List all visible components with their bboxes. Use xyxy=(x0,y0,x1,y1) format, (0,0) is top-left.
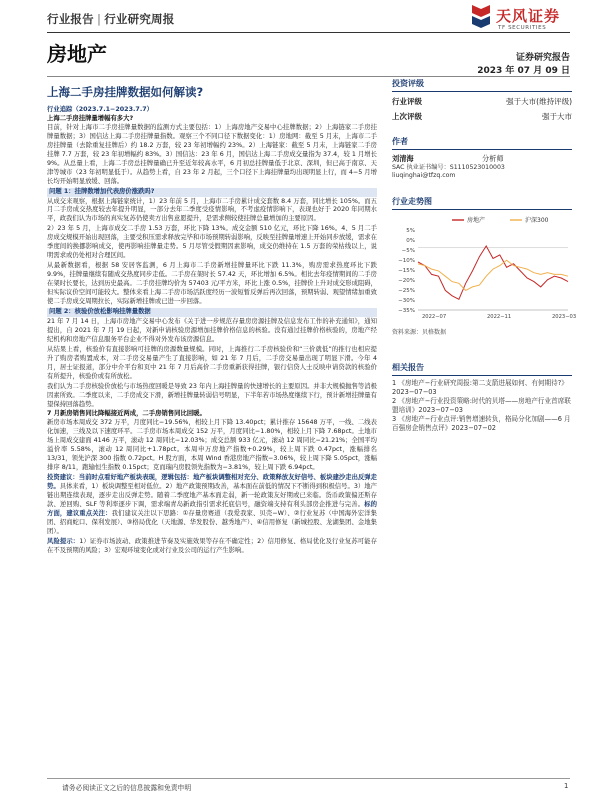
related-report-item[interactable]: 1 《房地产−行业研究周报:第二支箭进展如何、有何期待?》 2023−07−03 xyxy=(392,379,568,396)
author-heading: 作者 xyxy=(392,136,572,150)
sidebar xyxy=(392,78,577,433)
author-role: 分析师 xyxy=(482,154,504,163)
author-row xyxy=(392,154,572,164)
main-content xyxy=(47,84,377,557)
previous-rating-label: 上次评级 xyxy=(392,112,422,121)
y-tick-label: −5% xyxy=(401,248,415,254)
industry-rating-row xyxy=(392,96,572,107)
related-report-item[interactable]: 2 《房地产−行业投资策略:时代的贝塔——房地产行业首席联盟培训》2023−07−03 xyxy=(392,397,571,414)
rating-heading: 投资评级 xyxy=(392,78,572,92)
x-tick-label: 2022−11 xyxy=(487,314,512,320)
related-reports-heading: 相关报告 xyxy=(392,362,572,376)
report-subcategory: 行业研究周报 xyxy=(104,12,175,26)
section-heading-2: 问题 2：核验价放松影响挂牌量数据 xyxy=(47,308,377,317)
target-label: 标的方面，建议重点关注： xyxy=(47,500,377,517)
report-type: 证券研究报告 xyxy=(515,53,570,63)
brand-name-en: TF SECURITIES xyxy=(498,25,547,31)
paragraph-data-sources: 目前，针对上海市二手房挂牌量数据的监测方式主要包括：1）上海房地产交易中心挂牌数据；2）上海链家二手房挂牌量数据；3）国信达上海二手房挂牌量指数。观察三个不同口径下数据变化：1）房地网：截至 5 月末，上海市二手房挂牌量（去除重复挂牌后）约 18.2 万套，较 23 年初增幅约 23%。2）上海链家：截至 5 月末，上海链家二手房挂牌 7.7 万套，较 23 年初增幅约 83%。3）国信达：23 年 6 月，国信达上海二手房成交量指为 37.4，较 1 月增长 9%。从总量上看，上海二手房总挂牌量确已升至近年较高水平，6 月初总挂牌量低于北京、深圳，但已高于南京、天津等城市（23 年初明显低于）。从趋势上看，自 23 年 2 月起，三个口径下上海挂牌量均出现明显上行，而 4−5 月增长均开始明显放缓、回落。 xyxy=(47,123,377,185)
document-title: 上海二手房挂牌数据如何解读? xyxy=(47,85,204,99)
y-tick-label: −30% xyxy=(398,298,415,304)
header-divider xyxy=(47,32,570,33)
paragraph-conclusion: 我们认为二手房核验价放松与市场热度回暖是导致 23 年内上海挂牌量的快速增长的主要原因。并非大规模抛售等消极因素所致。二季度以来，二手房成交下滑，新增挂牌量转弱信号明显，下半年若市场热度继续下行，预计新增挂牌量有望保持回落趋势。 xyxy=(47,382,377,408)
x-tick-label: 2023−03 xyxy=(552,314,577,320)
paragraph-transactions: 从成交来观察，根据上海链家统计，1）23 年前 5 月，上海市二手房累计成交套数 8.4 万套，同比增长 105%。而五月二手房成交热度较去年提升明显，一部分去年二季度受疫情影响，不考虑疫情影响下，表现也好于 2020 年同期水平，政我们认为市场的真实复苏仍使卖方出售意愿提升，是需求侧较使挂牌总量增加的主要原因。 xyxy=(47,197,377,223)
x-tick-label: 2022−07 xyxy=(422,314,447,320)
footer-divider xyxy=(47,778,570,779)
investment-advice-label: 投资建议：当前时点看好地产板块表现，逻辑包括：地产板块调整相对充分、政策释放友好信号、板块建沙走出反弹走势。 xyxy=(47,474,377,491)
paragraph-investment xyxy=(47,474,377,537)
chart-source: 资料来源：贝格数据 xyxy=(392,329,447,336)
report-body xyxy=(47,106,377,556)
paragraph-risk xyxy=(47,538,377,556)
author-name: 刘清海 xyxy=(392,154,414,163)
paragraph-policy: 21 年 7 月 14 日，上海市房地产交易中心发布《关于进一步规范存量房房源挂牌及信息发布工作的补充通知》，通知提出，自 2021 年 7 月 19 日起，对新申请核验房源增加挂牌价格信息的核验。没有通过挂牌价格核验的，房地产经纪机构和房地产信息服务平台企业不得对外发布该房源信息。 xyxy=(47,317,377,343)
related-report-item[interactable]: 3 《房地产−行业点评:销售增速转负，格局分化加剧——6 月百强房企销售点评》2023−07−02 xyxy=(392,415,571,432)
footer-disclaimer: 请务必阅读正文之后的信息披露和免责申明 xyxy=(62,784,192,792)
previous-rating-row xyxy=(392,111,572,122)
y-tick-label: −20% xyxy=(398,278,415,284)
header-separator: | xyxy=(96,12,102,26)
series-line-csi300 xyxy=(418,260,568,290)
y-tick-label: −10% xyxy=(398,258,415,264)
risk-text: 1）证券市场波动、政策推进节奏及实施效果等存在不确定性；2）信用修复、格局优化及行业复苏可能存在不及预期的风险；3）宏观环境变化或对行业及公司的运行产生影响。 xyxy=(47,537,377,554)
y-tick-label: −35% xyxy=(398,308,415,314)
paragraph-may-volume: 2）23 年 5 月，上海市成交二手房 1.53 万套，环比下降 13%。成交金额 510 亿元，环比下降 16%。4、5 月二手房成交规模开始出现回落，主要受积压需求释放完毕和市场预期转弱影响，反映至挂牌量增速上开始同步放缓，需求在季度间的换挪影响成交，使再影响挂牌量走势。5 月尽管受假期因素影响，成交仍维持在 1.5 万套的荣枯线以上，说明需求或仍处相对合理区间。 xyxy=(47,225,377,260)
tf-logo-icon xyxy=(470,3,492,29)
previous-rating-value: 强于大市 xyxy=(542,112,572,121)
y-tick-label: −15% xyxy=(398,268,415,274)
report-date: 2023 年 07 月 09 日 xyxy=(477,66,570,76)
y-tick-label: 0% xyxy=(406,238,415,244)
question-heading: 上海二手房挂牌量增幅有多大? xyxy=(47,114,134,122)
industry-trend-chart xyxy=(392,214,577,326)
target-text: 我们建议关注以下思路：①存量房赛道（我爱我家、贝壳−W）、②行业复苏（中国海外宏洋集团、招商蛇口、保利发展）、③格局优化（天地源、华发股份、越秀地产）、④信用修复（新城控股、龙湖集团、金地集团）。 xyxy=(47,509,377,535)
investment-advice-text: 具体来看，1）板块调整至相对低位。2）地产政策预期改善，基本面在前低的情况下不断得到积极信号。3）地产链出期连续表现，逐步走出反弹走势。随着二季度地产基本面走弱，新一轮政策友好期或已来临。货币政策偏还斯存款、逆回购、SLF 等利率逐步下调，需求端青岛新政指引需求托底信号，融资端支持有利头部房企推进与完善。 xyxy=(47,483,377,508)
paragraph-latest-data: 从最新数据看，根据 58 安居客监测，6 月上海市二手房新增挂牌量环比下跌 11.3%，购房需求热度环比下跌 9.9%，挂牌量继续有随成交热度同步走低。二手房在架时长 57.42 天，环比增加 6.5%。相比去年疫情期间的二手房在架时长要长，达到历史最高。二手房挂牌均价为 57403 元/平方米，环比上涨 0.5%，挂牌价上升对成交形成阻碍，但实际议价空间可能较大。整体来看上海二手房市场活跃度经历一波短暂反弹后再次回落，预期转弱、观望情绪加重致使二手房成交周期拉长，实际新增挂牌或已进一步回落。 xyxy=(47,262,377,306)
risk-label: 风险提示： xyxy=(47,537,80,545)
sector-title: 房地产 xyxy=(47,42,107,66)
industry-rating-value: 强于大市(维持评级) xyxy=(506,97,572,106)
tracking-period: 行业追踪（2023.7.1−2023.7.7） xyxy=(47,106,153,113)
page-number: 1 xyxy=(564,782,569,790)
brand-name-cn: 天风证券 xyxy=(496,7,561,25)
paragraph-impact: 从结果上看，核验价有直接影响可挂牌的房源数量规模。同时，上海推行二手房核验价和“三价就低”的推行也相应提升了购房者购置成本，对二手房交易量产生了直接影响，如 21 年 7 月后，二手房交易量出现了明显下滑。今年 4 月，居士证报道，部分中介平台和页中 21 年 7 月后高价二手房重新获得挂牌，银行信贷人士反映申请贷款的核验价有所提升，核验价或有所放松。 xyxy=(47,345,377,380)
legend-label: 沪深300 xyxy=(525,217,549,224)
y-tick-label: 5% xyxy=(406,228,415,234)
industry-rating-label: 行业评级 xyxy=(392,97,422,106)
trend-chart-svg xyxy=(392,214,577,326)
section-heading-1: 问题 1：挂牌数增加代表房价涨跌吗? xyxy=(47,188,377,197)
y-tick-label: −25% xyxy=(398,288,415,294)
paragraph-market-data: 新房市场本周成交 372 万平，月度同比−19.56%，相较上月下降 13.40pct；累计推存 15648 万平，一线、二线表化加速，三线及以下速度环平。二手房市场本周成交 152 万平，月度同比−1.80%，相较上月下降 7.68pct。土地市场上周成交建面 4146 万平，滚动 12 周同比−12.03%；成交总额 933 亿元，滚动 12 周同比−21.21%；全国平均溢价率 5.58%，滚动 12 周同比+1.78pct。本周申万房地产指数+0.29%，较上周下跌 0.47pct，涨幅排名 13/31，领先沪深 300 指数 0.72pct。H 股方面，本周 Wind 香港房地产指数−3.06%，较上周下降 5.05pct，涨幅排序 8/11，跑输恒生指数 0.15pct；克而瑞内房股领先指数为−3.81%，较上周下跌 6.94pct。 xyxy=(47,419,377,472)
report-category-header xyxy=(47,11,174,27)
author-sac: SAC 执业证书编号：S1110523010003 xyxy=(392,164,505,171)
author-email[interactable]: liuqinghai@tfzq.com xyxy=(392,172,456,179)
related-reports-list xyxy=(392,379,572,433)
weekly-highlight: 7 月新房销售同比降幅接近两成，二手房销售同比回暖。 xyxy=(47,410,206,418)
title-divider xyxy=(47,76,570,77)
report-category: 行业报告 xyxy=(47,12,94,26)
legend-label: 房地产 xyxy=(467,217,486,224)
trend-chart-heading: 行业走势图 xyxy=(392,196,572,210)
